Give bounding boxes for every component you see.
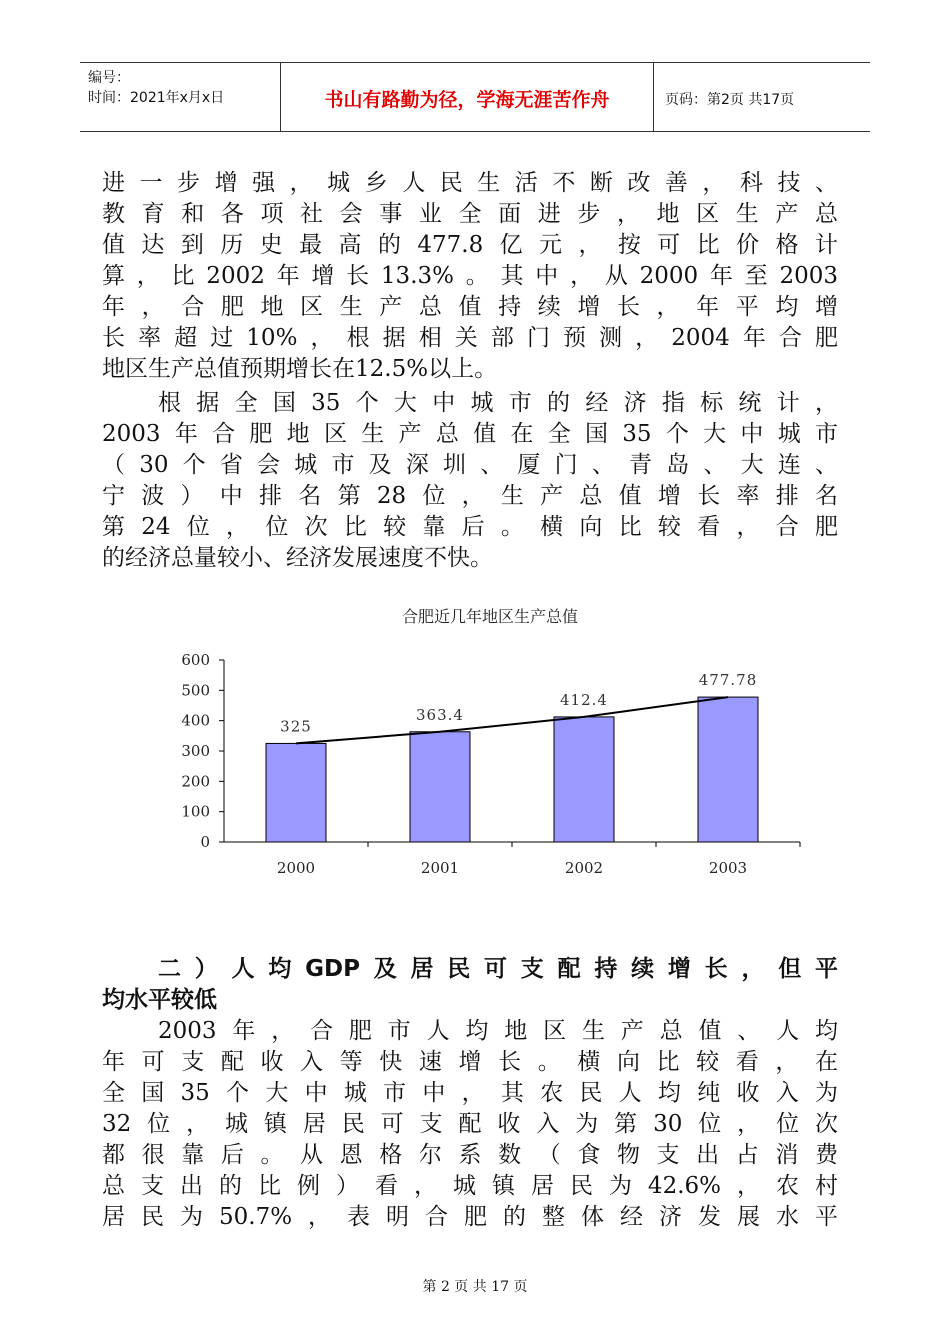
section-heading-cont: 均水平较低 — [102, 987, 217, 1013]
chart-title: 合肥近几年地区生产总值 — [401, 607, 578, 626]
page-code: 页码：第2页 共17页 — [665, 92, 795, 108]
header-page-cell — [655, 63, 870, 131]
text-line: 总支出的比例）看，城镇居民为42.6%，农村 — [102, 1173, 838, 1199]
y-tick-label: 100 — [181, 802, 210, 821]
text-line: 32位，城镇居民可支配收入为第30位，位次 — [102, 1111, 838, 1137]
gdp-bar-chart — [160, 640, 820, 890]
bar — [266, 743, 326, 842]
text-line: 教育和各项社会事业全面进步，地区生产总 — [102, 201, 838, 227]
text-line: 年，合肥地区生产总值持续增长，年平均增 — [102, 294, 838, 320]
bar — [554, 717, 614, 842]
text-line: 算，比2002年增长13.3%。其中，从2000年至2003 — [102, 263, 838, 289]
header-meta-cell — [80, 63, 281, 131]
text-line: 都很靠后。从恩格尔系数（食物支出占消费 — [102, 1142, 838, 1168]
data-label: 363.4 — [416, 705, 464, 724]
trend-line — [296, 697, 728, 743]
text-line: 的经济总量较小、经济发展速度不快。 — [102, 545, 493, 571]
text-line: 宁波）中排名第28位，生产总值增长率排名 — [102, 483, 838, 509]
y-tick-label: 0 — [200, 833, 210, 851]
header-motto-cell — [281, 63, 654, 131]
x-tick-label: 2000 — [276, 859, 316, 877]
text-line: 2003年合肥地区生产总值在全国35个大中城市 — [102, 421, 838, 447]
text-line: 根据全国35个大中城市的经济指标统计， — [158, 390, 838, 416]
bar — [410, 732, 470, 842]
number-label: 编号： — [88, 70, 130, 86]
text-line: （30个省会城市及深圳、厦门、青岛、大连、 — [102, 452, 838, 478]
text-line: 进一步增强，城乡人民生活不断改善，科技、 — [102, 170, 838, 196]
time-label: 时间：2021年x月x日 — [88, 90, 225, 106]
text-line: 全国35个大中城市中，其农民人均纯收入为 — [102, 1080, 838, 1106]
y-tick-label: 300 — [181, 742, 210, 760]
text-line: 第24位，位次比较靠后。横向比较看，合肥 — [102, 514, 838, 540]
data-label: 412.4 — [560, 690, 608, 709]
x-tick-label: 2001 — [420, 859, 460, 877]
text-line: 2003年，合肥市人均地区生产总值、人均 — [158, 1018, 838, 1044]
motto: 书山有路勤为径，学海无涯苦作舟 — [324, 89, 610, 111]
page-footer: 第 2 页 共 17 页 — [422, 1279, 528, 1295]
x-tick-label: 2003 — [708, 859, 748, 877]
data-label: 477.78 — [698, 671, 758, 690]
y-tick-label: 500 — [181, 681, 210, 700]
y-tick-label: 600 — [181, 651, 210, 669]
section-heading: 二）人均GDP及居民可支配持续增长，但平 — [158, 956, 838, 982]
text-line: 居民为50.7%，表明合肥的整体经济发展水平 — [102, 1204, 838, 1230]
text-line: 长率超过10%，根据相关部门预测，2004年合肥 — [102, 325, 838, 351]
text-line: 值达到历史最高的477.8亿元，按可比价格计 — [102, 232, 838, 258]
text-line: 年可支配收入等快速增长。横向比较看，在 — [102, 1049, 838, 1075]
text-line: 地区生产总值预期增长在12.5%以上。 — [102, 356, 498, 382]
bar — [698, 697, 758, 842]
y-tick-label: 200 — [181, 772, 210, 791]
x-tick-label: 2002 — [564, 859, 604, 877]
page-header — [80, 62, 870, 132]
data-label: 325 — [280, 717, 312, 736]
y-tick-label: 400 — [181, 711, 210, 730]
